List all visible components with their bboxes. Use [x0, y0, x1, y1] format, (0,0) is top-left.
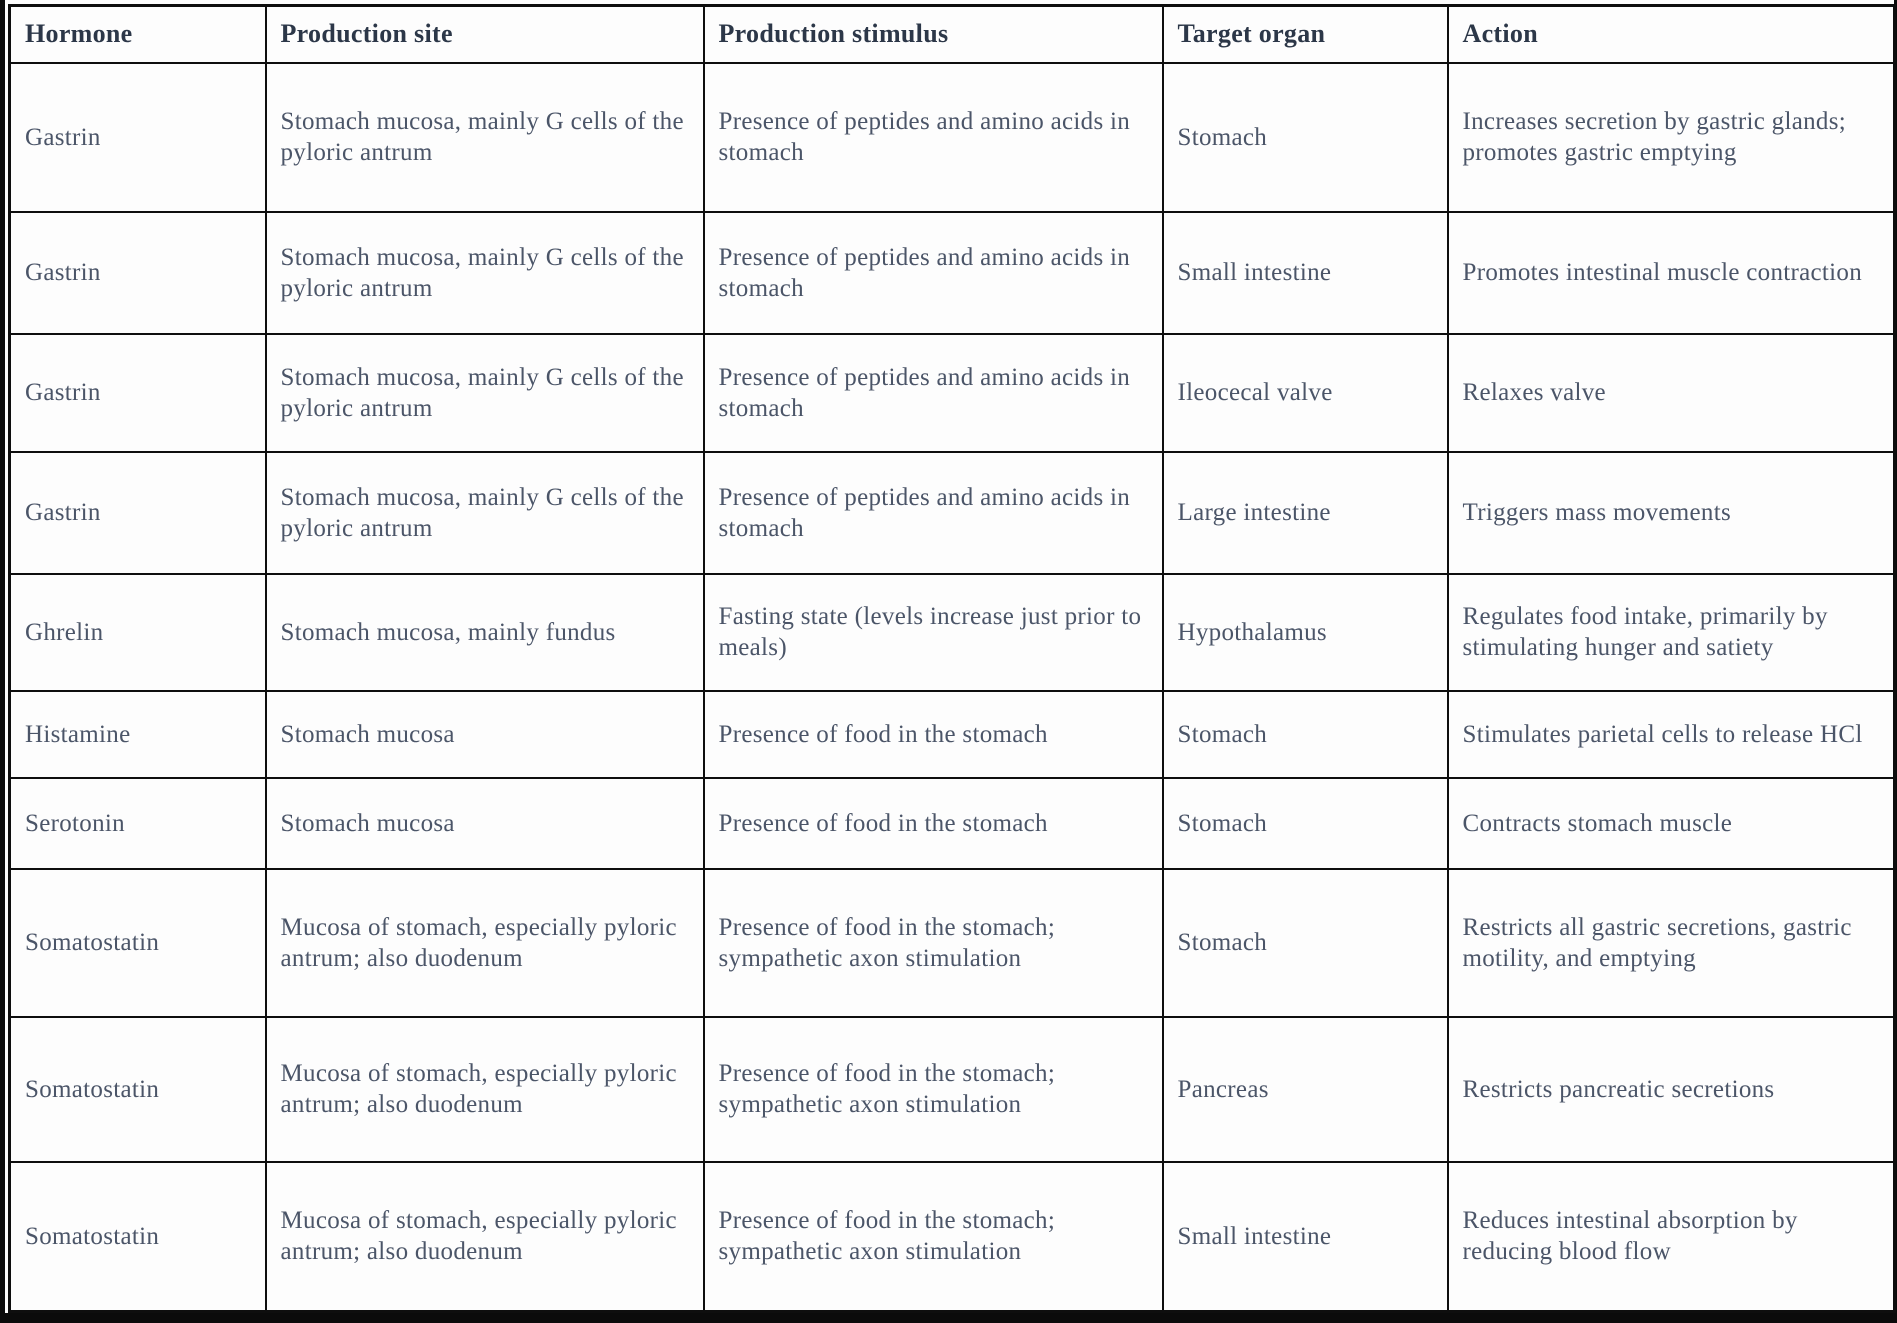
cell-production-site: Stomach mucosa, mainly G cells of the pyloric antrum	[266, 452, 704, 574]
table-row	[10, 778, 1895, 869]
cell-hormone: Somatostatin	[10, 1162, 266, 1312]
table-row	[10, 574, 1895, 691]
cell-action: Reduces intestinal absorption by reducing blood flow	[1448, 1162, 1895, 1312]
cell-production-site: Stomach mucosa, mainly G cells of the pyloric antrum	[266, 63, 704, 212]
cell-production-site: Stomach mucosa, mainly G cells of the pyloric antrum	[266, 212, 704, 334]
cell-action: Contracts stomach muscle	[1448, 778, 1895, 869]
table-row	[10, 691, 1895, 778]
table-row	[10, 63, 1895, 212]
cell-production-stimulus: Presence of food in the stomach; sympathetic axon stimulation	[704, 869, 1163, 1017]
col-header-target-organ: Target organ	[1163, 6, 1448, 63]
table-row	[10, 334, 1895, 452]
cell-production-stimulus: Presence of food in the stomach	[704, 691, 1163, 778]
cell-target-organ: Pancreas	[1163, 1017, 1448, 1162]
cell-action: Increases secretion by gastric glands; promotes gastric emptying	[1448, 63, 1895, 212]
cell-production-site: Stomach mucosa, mainly G cells of the pyloric antrum	[266, 334, 704, 452]
table-row	[10, 1017, 1895, 1162]
table-row	[10, 212, 1895, 334]
cell-target-organ: Large intestine	[1163, 452, 1448, 574]
cell-target-organ: Stomach	[1163, 63, 1448, 212]
cell-production-site: Mucosa of stomach, especially pyloric antrum; also duodenum	[266, 869, 704, 1017]
cell-production-site: Mucosa of stomach, especially pyloric antrum; also duodenum	[266, 1017, 704, 1162]
cell-hormone: Gastrin	[10, 452, 266, 574]
cell-production-site: Stomach mucosa	[266, 778, 704, 869]
cell-target-organ: Small intestine	[1163, 212, 1448, 334]
cell-hormone: Somatostatin	[10, 869, 266, 1017]
cell-action: Restricts pancreatic secretions	[1448, 1017, 1895, 1162]
cell-production-site: Stomach mucosa, mainly fundus	[266, 574, 704, 691]
page-bottom-edge	[0, 1313, 1897, 1323]
cell-target-organ: Stomach	[1163, 869, 1448, 1017]
col-header-action: Action	[1448, 6, 1895, 63]
cell-action: Promotes intestinal muscle contraction	[1448, 212, 1895, 334]
hormone-table	[8, 4, 1896, 1313]
cell-hormone: Serotonin	[10, 778, 266, 869]
header-row	[10, 6, 1895, 63]
cell-production-site: Mucosa of stomach, especially pyloric antrum; also duodenum	[266, 1162, 704, 1312]
cell-production-stimulus: Presence of peptides and amino acids in stomach	[704, 334, 1163, 452]
cell-target-organ: Hypothalamus	[1163, 574, 1448, 691]
col-header-production-stimulus: Production stimulus	[704, 6, 1163, 63]
table-row	[10, 869, 1895, 1017]
cell-action: Relaxes valve	[1448, 334, 1895, 452]
cell-production-stimulus: Fasting state (levels increase just prior to meals)	[704, 574, 1163, 691]
cell-action: Stimulates parietal cells to release HCl	[1448, 691, 1895, 778]
cell-target-organ: Stomach	[1163, 691, 1448, 778]
cell-action: Triggers mass movements	[1448, 452, 1895, 574]
cell-target-organ: Stomach	[1163, 778, 1448, 869]
cell-hormone: Gastrin	[10, 212, 266, 334]
cell-action: Regulates food intake, primarily by stimulating hunger and satiety	[1448, 574, 1895, 691]
cell-production-stimulus: Presence of peptides and amino acids in stomach	[704, 63, 1163, 212]
table-body	[10, 63, 1895, 1312]
cell-target-organ: Small intestine	[1163, 1162, 1448, 1312]
cell-production-site: Stomach mucosa	[266, 691, 704, 778]
cell-hormone: Ghrelin	[10, 574, 266, 691]
cell-production-stimulus: Presence of food in the stomach; sympathetic axon stimulation	[704, 1162, 1163, 1312]
cell-hormone: Somatostatin	[10, 1017, 266, 1162]
cell-hormone: Gastrin	[10, 334, 266, 452]
table-row	[10, 1162, 1895, 1312]
cell-production-stimulus: Presence of peptides and amino acids in stomach	[704, 452, 1163, 574]
cell-hormone: Gastrin	[10, 63, 266, 212]
cell-production-stimulus: Presence of peptides and amino acids in stomach	[704, 212, 1163, 334]
cell-production-stimulus: Presence of food in the stomach; sympathetic axon stimulation	[704, 1017, 1163, 1162]
table-row	[10, 452, 1895, 574]
cell-hormone: Histamine	[10, 691, 266, 778]
col-header-hormone: Hormone	[10, 6, 266, 63]
col-header-production-site: Production site	[266, 6, 704, 63]
cell-target-organ: Ileocecal valve	[1163, 334, 1448, 452]
table-header	[10, 6, 1895, 63]
cell-production-stimulus: Presence of food in the stomach	[704, 778, 1163, 869]
page-left-edge	[0, 0, 5, 1323]
cell-action: Restricts all gastric secretions, gastric motility, and emptying	[1448, 869, 1895, 1017]
